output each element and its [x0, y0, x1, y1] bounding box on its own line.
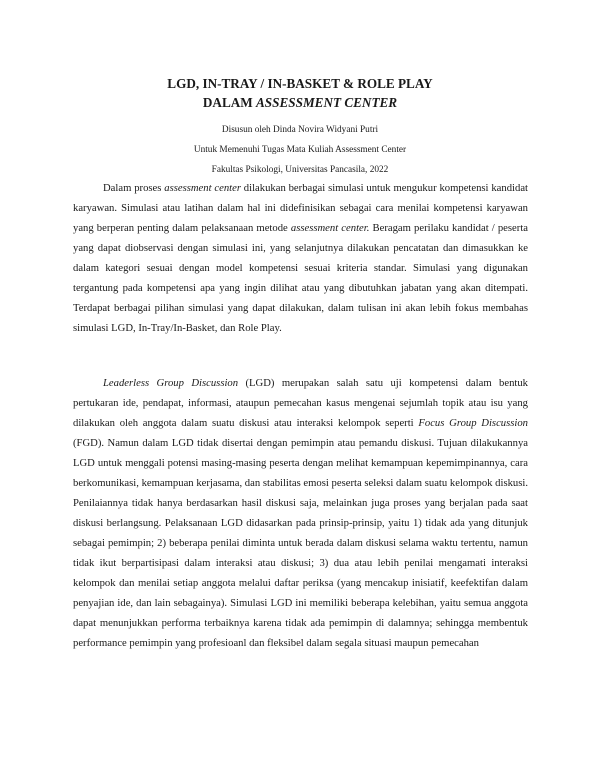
text-run: Beragam perilaku kandidat / peserta yang dapat diobservasi dengan simulasi ini, yang selanjutnya dilakukan pencatatan dan dimasukkan ke dalam kategori sesuai dengan model kompetensi sesuai kriteria standar. Simulasi yang digunakan tergantung pada kompetensi apa yang ingin dilihat atau yang dibutuhkan jabatan yang akan ditempati. Terdapat berbagai pilihan simulasi yang dapat dilakukan, dalam tulisan ini akan lebih fokus membahas simulasi LGD, In-Tray/In-Basket, dan Role Play.: [73, 223, 528, 334]
italic-term: assessment center: [164, 183, 241, 194]
document-title-line-2: [60, 95, 540, 111]
purpose-line: Untuk Memenuhi Tugas Mata Kuliah Assessment Center: [193, 145, 407, 155]
affiliation-line: Fakultas Psikologi, Universitas Pancasila, 2022: [211, 165, 389, 175]
paragraph-2: [73, 374, 528, 654]
author-line: Disusun oleh Dinda Novira Widyani Putri: [221, 125, 379, 135]
italic-term: assessment center.: [290, 223, 370, 234]
text-run: (FGD). Namun dalam LGD tidak disertai dengan pemimpin atau pemandu diskusi. Tujuan dilakukannya LGD untuk menggali potensi masing-masing peserta dengan melihat kemampuan kepemimpinannya, cara berkomunikasi, kemampuan kerjasama, dan stabilitas emosi peserta seleksi dalam suatu kelompok diskusi. Penilaiannya tidak hanya berdasarkan hasil diskusi saja, melainkan juga proses yang berjalan pada saat diskusi berlangsung. Pelaksanaan LGD didasarkan pada prinsip-prinsip, yaitu 1) tidak ada yang ditunjuk sebagai pemimpin; 2) beberapa penilai diminta untuk berada dalam diskusi selama waktu tertentu, namun tidak ikut berpartisipasi dalam interaksi atau diskusi; 3) dua atau lebih penilai mengamati interaksi kelompok dan menilai setiap anggota melalui daftar periksa (yang mencakup inisiatif, keefektifan dalam penyajian ide, dan lain sebagainya). Simulasi LGD ini memiliki beberapa kelebihan, yaitu semua anggota dapat menunjukkan performa terbaiknya karena tidak ada pemimpin di dalamnya; sehingga membentuk performance pemimpin yang profesioanl dan fleksibel dalam segala situasi maupun pemecahan: [73, 438, 528, 649]
text-run: dilakukan berbagai simulasi untuk mengukur kompetensi kandidat karyawan. Simulasi atau latihan dalam hal ini didefinisikan sebagai cara menilai kompetensi karyawan yang berperan penting dalam pelaksanaan metode: [73, 183, 528, 234]
italic-term: Leaderless Group Discussion: [103, 378, 239, 389]
text-run: (LGD) merupakan salah satu uji kompetensi dalam bentuk pertukaran ide, pendapat, informasi, ataupun pemecahan kasus mengenai sejumlah topik atau isu yang dilakukan oleh anggota dalam suatu diskusi atau interaksi kelompok seperti: [73, 378, 528, 429]
document-title-line-1: LGD, IN-TRAY / IN-BASKET & ROLE PLAY: [167, 76, 433, 91]
document-title-line-2-plain: DALAM: [202, 95, 257, 110]
document-title-line-2-italic: ASSESSMENT CENTER: [256, 95, 398, 110]
paragraph-1: [73, 179, 528, 339]
text-run: Dalam proses: [103, 183, 165, 194]
italic-term: Focus Group Discussion: [418, 418, 528, 429]
